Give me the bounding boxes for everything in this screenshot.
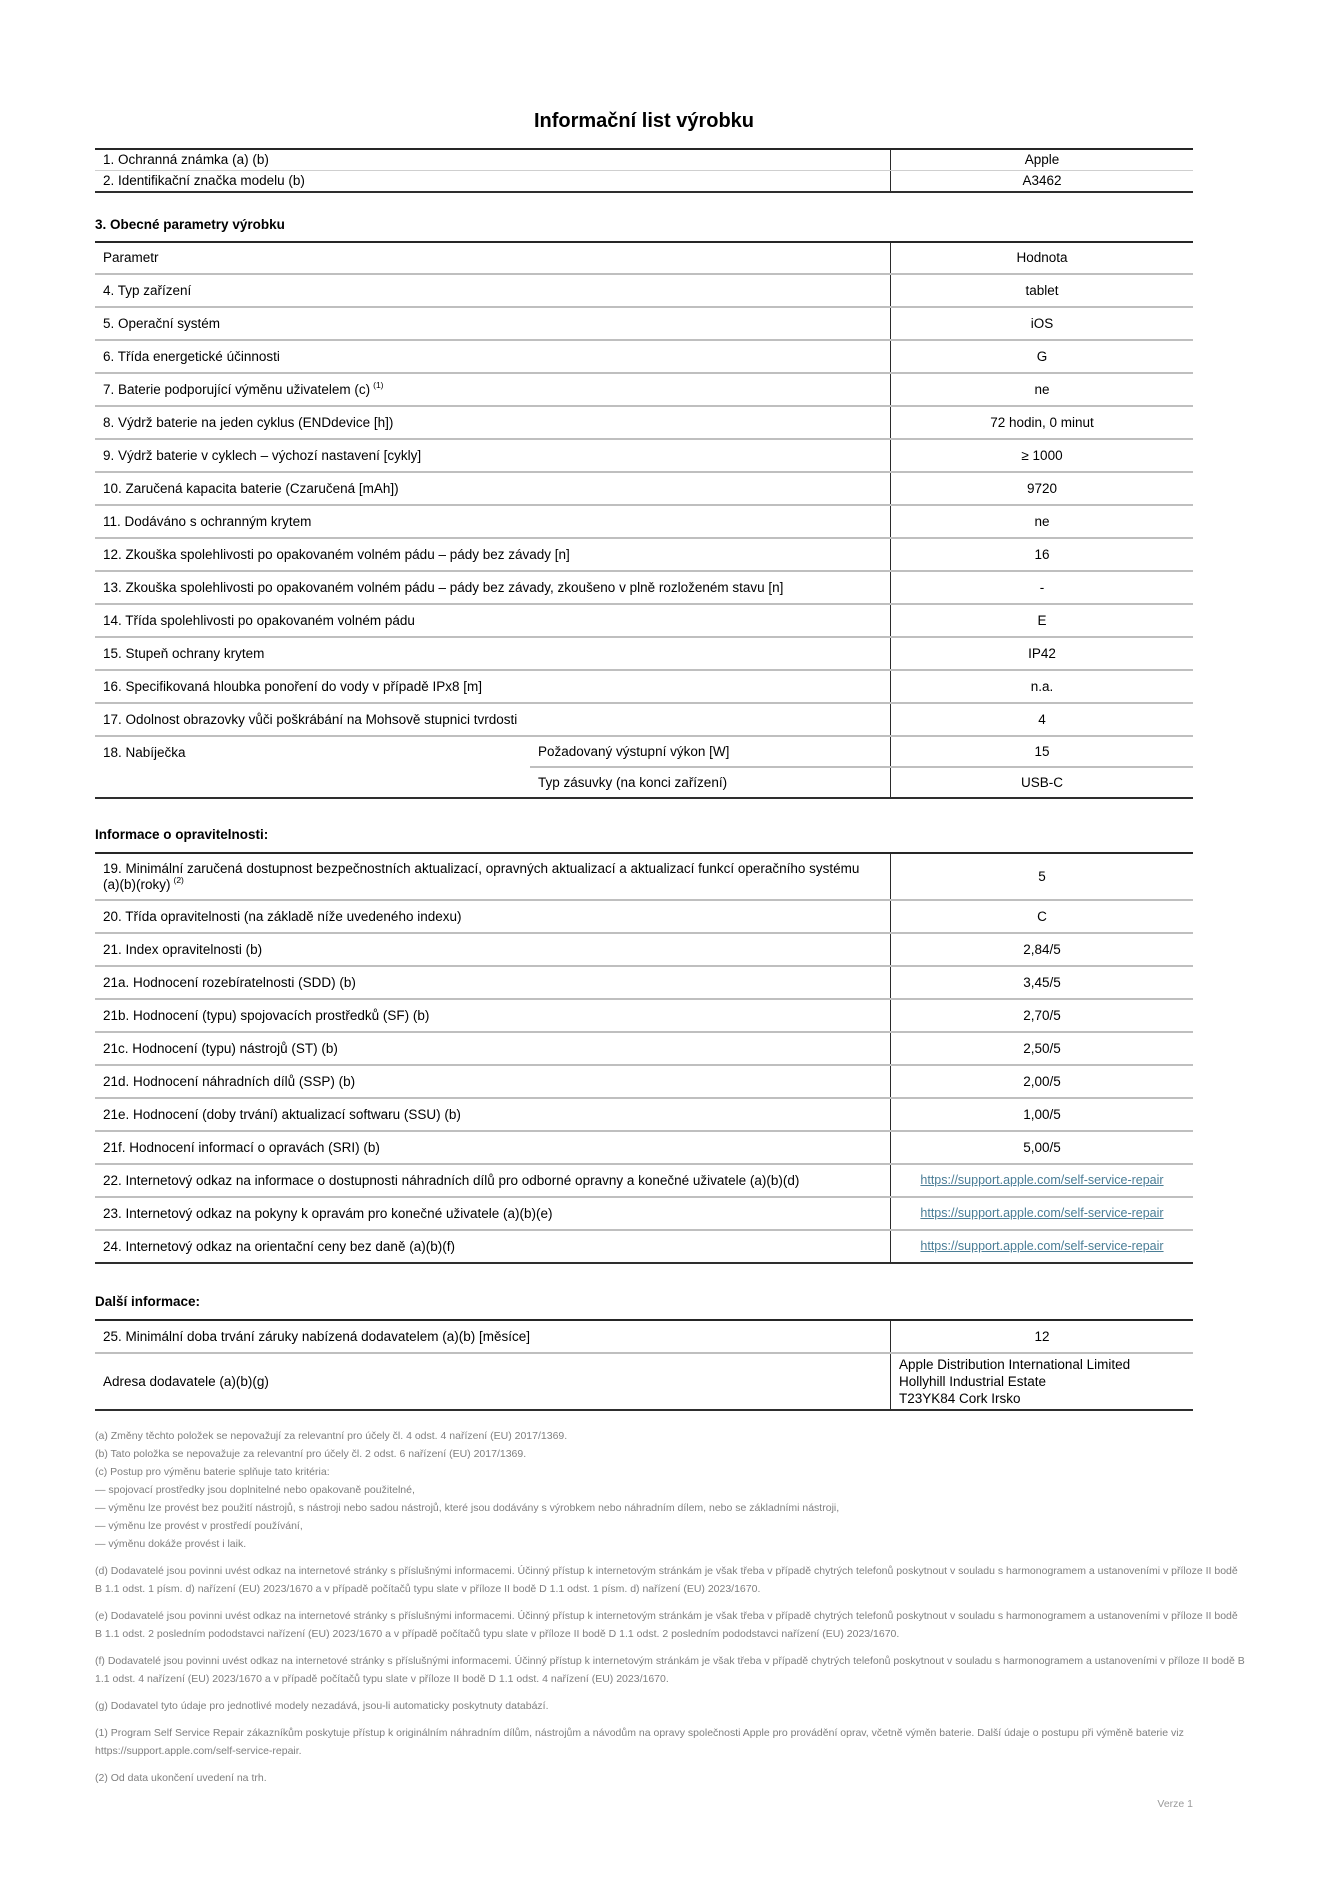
table-row [95, 1163, 1193, 1196]
sub-row-label: Typ zásuvky (na konci zařízení) [538, 775, 728, 790]
row-label: 11. Dodáváno s ochranným krytem [103, 513, 312, 529]
row-label: 21a. Hodnocení rozebíratelnosti (SDD) (b) [103, 974, 356, 990]
table-row [95, 603, 1193, 636]
row-label: 5. Operační systém [103, 315, 221, 331]
row-value [890, 1231, 1193, 1262]
row-value: 5,00/5 [890, 1132, 1193, 1163]
column-header-param: Parametr [103, 250, 159, 266]
row-label: 2. Identifikační značka modelu (b) [103, 173, 305, 189]
table-row [95, 306, 1193, 339]
footnotes [95, 1427, 1245, 1787]
supplier-address-row [95, 1352, 1193, 1409]
footnote-1: (1) Program Self Service Repair zákazníkům poskytuje přístup k originálním náhradním dílům, nástrojům a návodům na opravy společnosti Apple pro provádění oprav, včetně výměn baterie. Další údaje o postupu při výměně baterie viz https://support.apple.com/self-service-repair. [95, 1727, 1184, 1757]
row-value: 2,00/5 [890, 1066, 1193, 1097]
table-row [95, 339, 1193, 372]
table-row [95, 537, 1193, 570]
row-label: 21e. Hodnocení (doby trvání) aktualizací softwaru (SSU) (b) [103, 1106, 461, 1122]
row-value: C [890, 901, 1193, 932]
table-row [95, 899, 1193, 932]
identification-table [95, 148, 1193, 193]
footnote-c-item: — výměnu lze provést v prostředí používání, [95, 1520, 303, 1532]
table-row [95, 854, 1193, 899]
table-row [95, 570, 1193, 603]
footnote-c-item: — výměnu dokáže provést i laik. [95, 1538, 247, 1550]
table-row [95, 438, 1193, 471]
row-label: 24. Internetový odkaz na orientační ceny bez daně (a)(b)(f) [103, 1238, 455, 1254]
row-value: ≥ 1000 [890, 440, 1193, 471]
row-value [890, 1165, 1193, 1196]
table-row [95, 1097, 1193, 1130]
row-value: Apple [890, 150, 1193, 170]
row-label: 6. Třída energetické účinnosti [103, 348, 280, 364]
row-label: 18. Nabíječka [103, 745, 186, 760]
table-row [95, 405, 1193, 438]
table-row [95, 669, 1193, 702]
row-label: 21. Index opravitelnosti (b) [103, 941, 263, 957]
row-value: USB-C [890, 768, 1193, 797]
row-value: n.a. [890, 671, 1193, 702]
address-line: T23YK84 Cork Irsko [899, 1391, 1021, 1406]
page-title: Informační list výrobku [533, 110, 755, 132]
row-label: 21c. Hodnocení (typu) nástrojů (ST) (b) [103, 1040, 338, 1056]
table-row [530, 766, 1193, 797]
table-row [95, 150, 1193, 170]
row-value: 1,00/5 [890, 1099, 1193, 1130]
row-label: 8. Výdrž baterie na jeden cyklus (ENDdevice [h]) [103, 414, 394, 430]
table-row [95, 1229, 1193, 1262]
repairability-table [95, 852, 1193, 1264]
table-row [95, 1321, 1193, 1352]
table-row [95, 273, 1193, 306]
table-row [95, 702, 1193, 735]
footnote-c-item: — výměnu lze provést bez použití nástrojů, s nástroji nebo sadou nástrojů, které jsou dodávány s výrobkem nebo náhradním dílem, nebo se základními nástroji, [95, 1502, 840, 1514]
row-value: 9720 [890, 473, 1193, 504]
table-row [95, 504, 1193, 537]
table-row [530, 737, 1193, 766]
version-label: Verze 1 [1157, 1798, 1193, 1810]
footnote-c-item: — spojovací prostředky jsou doplnitelné nebo opakovaně použitelné, [95, 1484, 415, 1496]
row-value: IP42 [890, 638, 1193, 669]
address-line: Apple Distribution International Limited [899, 1357, 1131, 1372]
self-service-repair-link[interactable]: https://support.apple.com/self-service-repair [920, 1206, 1164, 1221]
row-label: 7. Baterie podporující výměnu uživatelem (c) $^{(1)}$ [103, 380, 384, 397]
row-label: 16. Specifikovaná hloubka ponoření do vody v případě IPx8 [m] [103, 678, 482, 694]
table-row [95, 1130, 1193, 1163]
footnote-c: (c) Postup pro výměnu baterie splňuje tato kritéria: [95, 1466, 330, 1478]
row-value: tablet [890, 275, 1193, 306]
table-row [95, 998, 1193, 1031]
table-row [95, 170, 1193, 191]
row-value: 12 [890, 1321, 1193, 1352]
table-row [95, 372, 1193, 405]
row-value: 2,70/5 [890, 1000, 1193, 1031]
row-value [890, 1198, 1193, 1229]
footnote-a: (a) Změny těchto položek se nepovažují za relevantní pro účely čl. 4 odst. 4 nařízení (EU) 2017/1369. [95, 1430, 568, 1442]
section-heading-additional: Další informace: [95, 1294, 201, 1309]
table-row [95, 965, 1193, 998]
row-value: G [890, 341, 1193, 372]
row-label: 12. Zkouška spolehlivosti po opakovaném volném pádu – pády bez závady [n] [103, 546, 570, 562]
footnote-g: (g) Dodavatel tyto údaje pro jednotlivé modely nezadává, jsou-li automaticky poskytnuty databází. [95, 1700, 549, 1712]
footnote-ref-1: (1) [373, 380, 384, 391]
table-header-row [95, 243, 1193, 273]
row-value: A3462 [890, 171, 1193, 191]
row-label: 19. Minimální zaručená dostupnost bezpečnostních aktualizací, opravných aktualizací a aktualizací funkcí operačního systému (a)(b)(roky) $^{(2)}$ [103, 860, 860, 892]
row-value: - [890, 572, 1193, 603]
document-content [95, 108, 1245, 1811]
row-label: 17. Odolnost obrazovky vůči poškrábání na Mohsově stupnici tvrdosti [103, 711, 518, 727]
supplier-address [890, 1354, 1193, 1409]
column-header-value: Hodnota [890, 243, 1193, 273]
row-label: 14. Třída spolehlivosti po opakovaném volném pádu [103, 612, 415, 628]
row-value: 16 [890, 539, 1193, 570]
row-label: 13. Zkouška spolehlivosti po opakovaném volném pádu – pády bez závady, zkoušeno v plně rozloženém stavu [n] [103, 579, 784, 595]
row-value: E [890, 605, 1193, 636]
row-value: 4 [890, 704, 1193, 735]
charger-subtable [530, 737, 1193, 797]
row-label: 9. Výdrž baterie v cyklech – výchozí nastavení [cykly] [103, 447, 422, 463]
table-row [95, 636, 1193, 669]
footnote-b: (b) Tato položka se nepovažuje za relevantní pro účely čl. 2 odst. 6 nařízení (EU) 2017/1369. [95, 1448, 527, 1460]
row-value: 15 [890, 737, 1193, 766]
row-label: 1. Ochranná známka (a) (b) [103, 152, 269, 168]
section-heading-general: 3. Obecné parametry výrobku [95, 217, 285, 232]
row-value: 5 [890, 854, 1193, 899]
footnote-d: (d) Dodavatelé jsou povinni uvést odkaz na internetové stránky s příslušnými informacemi. Účinný přístup k internetovým stránkám je však třeba v případě chytrých telefonů poskytnout v souladu s harmonogramem a ustanoveními v příloze II bodě B 1.1 odst. 1 písm. d) nařízení (EU) 2023/1670 a v případě počítačů typu slate v příloze II bodě D 1.1 odst. 1 písm. d) nařízení (EU) 2023/1670. [95, 1565, 1238, 1595]
row-label: 23. Internetový odkaz na pokyny k opravám pro konečné uživatele (a)(b)(e) [103, 1205, 553, 1221]
row-value: ne [890, 506, 1193, 537]
address-line: Hollyhill Industrial Estate [899, 1374, 1047, 1389]
table-row [95, 1064, 1193, 1097]
footnote-e: (e) Dodavatelé jsou povinni uvést odkaz na internetové stránky s příslušnými informacemi. Účinný přístup k internetovým stránkám je však třeba v případě chytrých telefonů poskytnout v souladu s harmonogramem a ustanoveními v příloze II bodě B 1.1 odst. 2 posledním pododstavci nařízení (EU) 2023/1670 a v případě počítačů typu slate v příloze II bodě D 1.1 odst. 2 posledním pododstavci nařízení (EU) 2023/1670. [95, 1610, 1238, 1640]
row-label: 21f. Hodnocení informací o opravách (SRI) (b) [103, 1139, 380, 1155]
row-value: 72 hodin, 0 minut [890, 407, 1193, 438]
charger-row [95, 735, 1193, 797]
footnote-2: (2) Od data ukončení uvedení na trh. [95, 1772, 267, 1784]
row-label: 22. Internetový odkaz na informace o dostupnosti náhradních dílů pro odborné opravny a konečné uživatele (a)(b)(d) [103, 1172, 800, 1188]
row-label: 25. Minimální doba trvání záruky nabízená dodavatelem (a)(b) [měsíce] [103, 1328, 530, 1344]
table-row [95, 471, 1193, 504]
row-value: ne [890, 374, 1193, 405]
row-value: 2,84/5 [890, 934, 1193, 965]
row-value: iOS [890, 308, 1193, 339]
sub-row-label: Požadovaný výstupní výkon [W] [538, 744, 730, 759]
table-row [95, 1031, 1193, 1064]
self-service-repair-link[interactable]: https://support.apple.com/self-service-repair [920, 1239, 1164, 1254]
row-value: 3,45/5 [890, 967, 1193, 998]
row-label: Adresa dodavatele (a)(b)(g) [103, 1373, 269, 1389]
row-label: 4. Typ zařízení [103, 282, 192, 298]
row-label: 10. Zaručená kapacita baterie (Czaručená [mAh]) [103, 480, 399, 496]
row-label: 15. Stupeň ochrany krytem [103, 645, 265, 661]
additional-information-table [95, 1319, 1193, 1411]
general-parameters-table [95, 241, 1193, 799]
footnote-ref-2: (2) [173, 875, 184, 885]
section-heading-repairability: Informace o opravitelnosti: [95, 827, 269, 842]
row-label: 21b. Hodnocení (typu) spojovacích prostředků (SF) (b) [103, 1007, 430, 1023]
table-row [95, 932, 1193, 965]
self-service-repair-link[interactable]: https://support.apple.com/self-service-repair [920, 1173, 1164, 1188]
row-label: 21d. Hodnocení náhradních dílů (SSP) (b) [103, 1073, 356, 1089]
table-row [95, 1196, 1193, 1229]
footnote-f: (f) Dodavatelé jsou povinni uvést odkaz na internetové stránky s příslušnými informacemi. Účinný přístup k internetovým stránkám je však třeba v případě chytrých telefonů poskytnout v souladu s harmonogramem a ustanoveními v příloze II bodě B 1.1 odst. 4 nařízení (EU) 2023/1670 a v případě počítačů typu slate v příloze II bodě D 1.1 odst. 4 nařízení (EU) 2023/1670. [95, 1655, 1245, 1685]
row-value: 2,50/5 [890, 1033, 1193, 1064]
row-label: 20. Třída opravitelnosti (na základě níže uvedeného indexu) [103, 908, 462, 924]
